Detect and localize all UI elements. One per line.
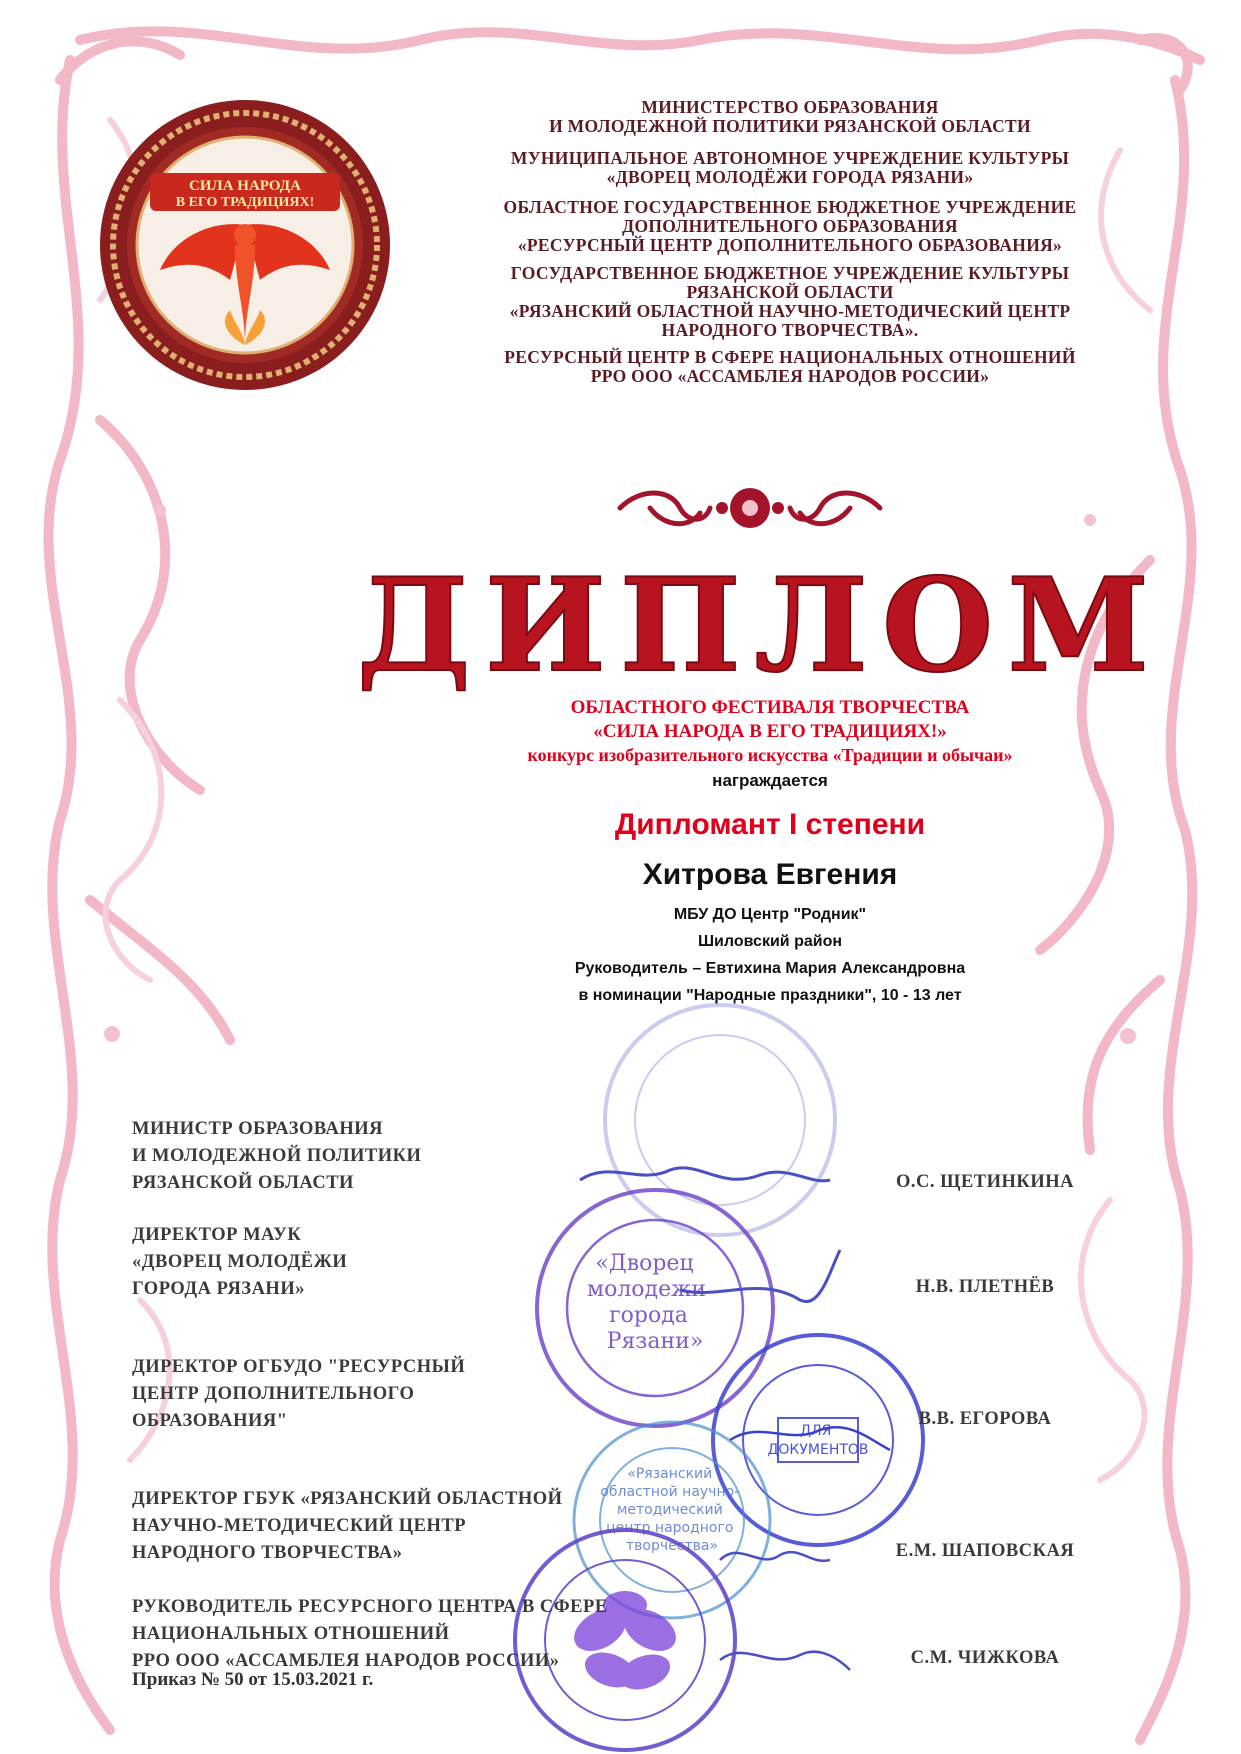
signatory-4-title: ДИРЕКТОР ГБУК «РЯЗАНСКИЙ ОБЛАСТНОЙ НАУЧНО-МЕТОДИЧЕСКИЙ ЦЕНТР НАРОДНОГО ТВОРЧЕСТВА» xyxy=(132,1489,563,1563)
signature-4 xyxy=(720,1552,830,1561)
svg-text:«Рязанский областной н: «Рязанский областной научно- методический центр народного творчества» xyxy=(600,1466,740,1554)
signatory-1-title: МИНИСТР ОБРАЗОВАНИЯ И МОЛОДЕЖНОЙ ПОЛИТИКИ РЯЗАНСКОЙ ОБЛАСТИ xyxy=(132,1119,422,1193)
signatory-2-title: ДИРЕКТОР МАУК «ДВОРЕЦ МОЛОДЁЖИ ГОРОДА РЯЗАНИ» xyxy=(132,1225,348,1299)
awarded-label: награждается xyxy=(712,771,828,790)
ministry-stamp xyxy=(605,1005,835,1235)
organizer-folk-center: ГОСУДАРСТВЕННОЕ БЮДЖЕТНОЕ УЧРЕЖДЕНИЕ КУЛЬТУРЫ РЯЗАНСКОЙ ОБЛАСТИ «РЯЗАНСКИЙ ОБЛАСТНОЙ НАУЧНО-МЕТОДИЧЕСКИЙ ЦЕНТР НАРОДНОГО ТВОРЧЕСТВА». xyxy=(509,263,1071,340)
award-degree: Дипломант I степени xyxy=(614,808,926,841)
organizer-assembly: РЕСУРСНЫЙ ЦЕНТР В СФЕРЕ НАЦИОНАЛЬНЫХ ОТНОШЕНИЙ РРО ООО «АССАМБЛЕЯ НАРОДОВ РОССИИ» xyxy=(504,347,1076,386)
signatory-2-name: Н.В. ПЛЕТНЁВ xyxy=(915,1277,1055,1297)
signatory-5-name: С.М. ЧИЖКОВА xyxy=(910,1648,1060,1668)
signature-5 xyxy=(720,1652,850,1670)
signatory-3-name: В.В. ЕГОРОВА xyxy=(918,1409,1052,1429)
detail-district: Шиловский район xyxy=(697,933,843,950)
signatory-1-name: О.С. ЩЕТИНКИНА xyxy=(896,1172,1074,1192)
dvorets-stamp xyxy=(537,1190,773,1426)
order-reference: Приказ № 50 от 15.03.2021 г. xyxy=(132,1669,374,1690)
detail-supervisor: Руководитель – Евтихина Мария Александровна xyxy=(574,960,966,977)
signatory-3-title: ДИРЕКТОР ОГБУДО "РЕСУРСНЫЙ ЦЕНТР ДОПОЛНИТЕЛЬНОГО ОБРАЗОВАНИЯ" xyxy=(132,1357,466,1431)
title-text: ДИПЛОМ xyxy=(357,551,1163,701)
festival-line1: ОБЛАСТНОГО ФЕСТИВАЛЯ ТВОРЧЕСТВА xyxy=(570,697,970,718)
organizer-ministry: МИНИСТЕРСТВО ОБРАЗОВАНИЯ И МОЛОДЕЖНОЙ ПОЛИТИКИ РЯЗАНСКОЙ ОБЛАСТИ xyxy=(549,97,1031,136)
svg-text:«Дворец молодежи: «Дворец молодежи города Рязани» xyxy=(586,1251,707,1354)
emblem-text-line2: В ЕГО ТРАДИЦИЯХ! xyxy=(175,195,315,210)
festival-contest: конкурс изобразительного искусства «Традиции и обычаи» xyxy=(527,745,1013,765)
organizer-resource-center: ОБЛАСТНОЕ ГОСУДАРСТВЕННОЕ БЮДЖЕТНОЕ УЧРЕЖДЕНИЕ ДОПОЛНИТЕЛЬНОГО ОБРАЗОВАНИЯ «РЕСУРСНЫЙ ЦЕНТР ДОПОЛНИТЕЛЬНОГО ОБРАЗОВАНИЯ» xyxy=(503,197,1077,255)
organizer-dvorets: МУНИЦИПАЛЬНОЕ АВТОНОМНОЕ УЧРЕЖДЕНИЕ КУЛЬТУРЫ «ДВОРЕЦ МОЛОДЁЖИ ГОРОДА РЯЗАНИ» xyxy=(510,148,1070,187)
signatory-5-title: РУКОВОДИТЕЛЬ РЕСУРСНОГО ЦЕНТРА В СФЕРЕ НАЦИОНАЛЬНЫХ ОТНОШЕНИЙ РРО ООО «АССАМБЛЕЯ НАРОДОВ РОССИИ» xyxy=(132,1597,608,1671)
recipient-name: Хитрова Евгения xyxy=(642,858,898,891)
folk-center-stamp xyxy=(574,1422,770,1618)
detail-institution: МБУ ДО Центр "Родник" xyxy=(673,906,867,923)
emblem-text-line1: СИЛА НАРОДА xyxy=(189,178,301,194)
svg-text:ДЛЯ ДОКУМЕНТОВ: ДЛЯ ДОКУМЕНТОВ xyxy=(767,1423,869,1458)
detail-nomination: в номинации "Народные праздники", 10 - 13 лет xyxy=(578,987,962,1004)
signatory-4-name: Е.М. ШАПОВСКАЯ xyxy=(895,1541,1075,1561)
festival-line2: «СИЛА НАРОДА В ЕГО ТРАДИЦИЯХ!» xyxy=(593,721,947,742)
